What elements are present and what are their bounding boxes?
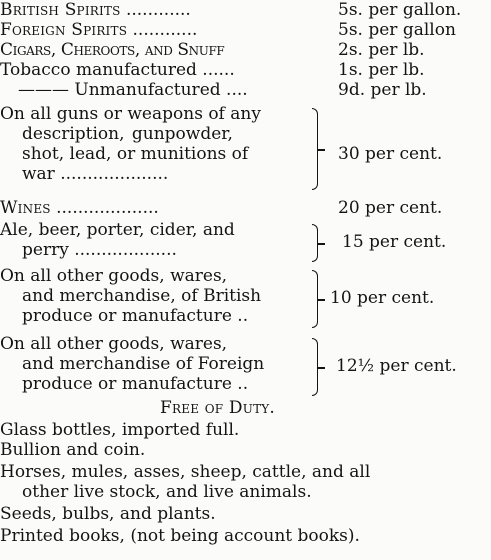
free-item: other live stock, and live animals. (22, 482, 312, 502)
duty-rate: 10 per cent. (330, 288, 435, 308)
foreign-goods-line: produce or manufacture .. (22, 374, 249, 394)
duty-rate: 15 per cent. (342, 232, 447, 252)
free-item: Glass bottles, imported full. (0, 420, 240, 440)
duty-label: British Spirits (0, 0, 121, 20)
leader-dots: ................... (50, 198, 159, 218)
british-goods-line: produce or manufacture .. (22, 306, 249, 326)
duty-label: ——— Unmanufactured (18, 80, 221, 100)
free-item: Horses, mules, asses, sheep, cattle, and all (0, 462, 371, 482)
british-goods-line: and merchandise, of British (22, 286, 262, 306)
leader-dots: ...... (196, 60, 235, 80)
leader-dots: .... (220, 80, 248, 100)
brace (312, 224, 318, 262)
free-item: Bullion and coin. (0, 440, 146, 460)
duty-label: Wines (0, 198, 51, 218)
duty-label: Tobacco manufactured (0, 60, 197, 80)
duty-rate: 2s. per lb. (338, 40, 425, 60)
ale-line: perry ................... (22, 240, 177, 260)
guns-line: description, gunpowder, (22, 124, 233, 144)
duty-rate: 9d. per lb. (338, 80, 427, 100)
ale-line: Ale, beer, porter, cider, and (0, 220, 235, 240)
foreign-goods-line: and merchandise of Foreign (22, 354, 265, 374)
brace (312, 270, 318, 328)
duty-row-foreign-spirits (0, 20, 197, 40)
duty-rate: 5s. per gallon. (338, 0, 462, 20)
duty-rate: 30 per cent. (338, 144, 443, 164)
duty-row-tobacco-unmanufactured (18, 80, 248, 100)
brace (312, 338, 318, 396)
duty-rate: 5s. per gallon (338, 20, 456, 40)
guns-line: war .................... (22, 164, 169, 184)
british-goods-line: On all other goods, wares, (0, 266, 228, 286)
free-item: Seeds, bulbs, and plants. (0, 504, 216, 524)
duty-row-tobacco-manufactured (0, 60, 235, 80)
guns-line: On all guns or weapons of any (0, 104, 261, 124)
duty-row-cigars (0, 40, 224, 60)
leader-dots: ............ (127, 20, 198, 40)
duty-label: Foreign Spirits (0, 20, 128, 40)
brace (312, 108, 318, 190)
duty-rate: 12½ per cent. (336, 356, 457, 376)
free-of-duty-heading: Free of Duty. (160, 398, 275, 418)
foreign-goods-line: On all other goods, wares, (0, 334, 228, 354)
duty-rate: 1s. per lb. (338, 60, 425, 80)
guns-line: shot, lead, or munitions of (22, 144, 249, 164)
duty-label: Cigars, Cheroots, and Snuff (0, 40, 225, 60)
duty-row-british-spirits (0, 0, 191, 20)
free-item: Printed books, (not being account books). (0, 526, 360, 546)
duty-rate: 20 per cent. (338, 198, 443, 218)
leader-dots: ............ (120, 0, 191, 20)
duty-row-wines (0, 198, 159, 218)
